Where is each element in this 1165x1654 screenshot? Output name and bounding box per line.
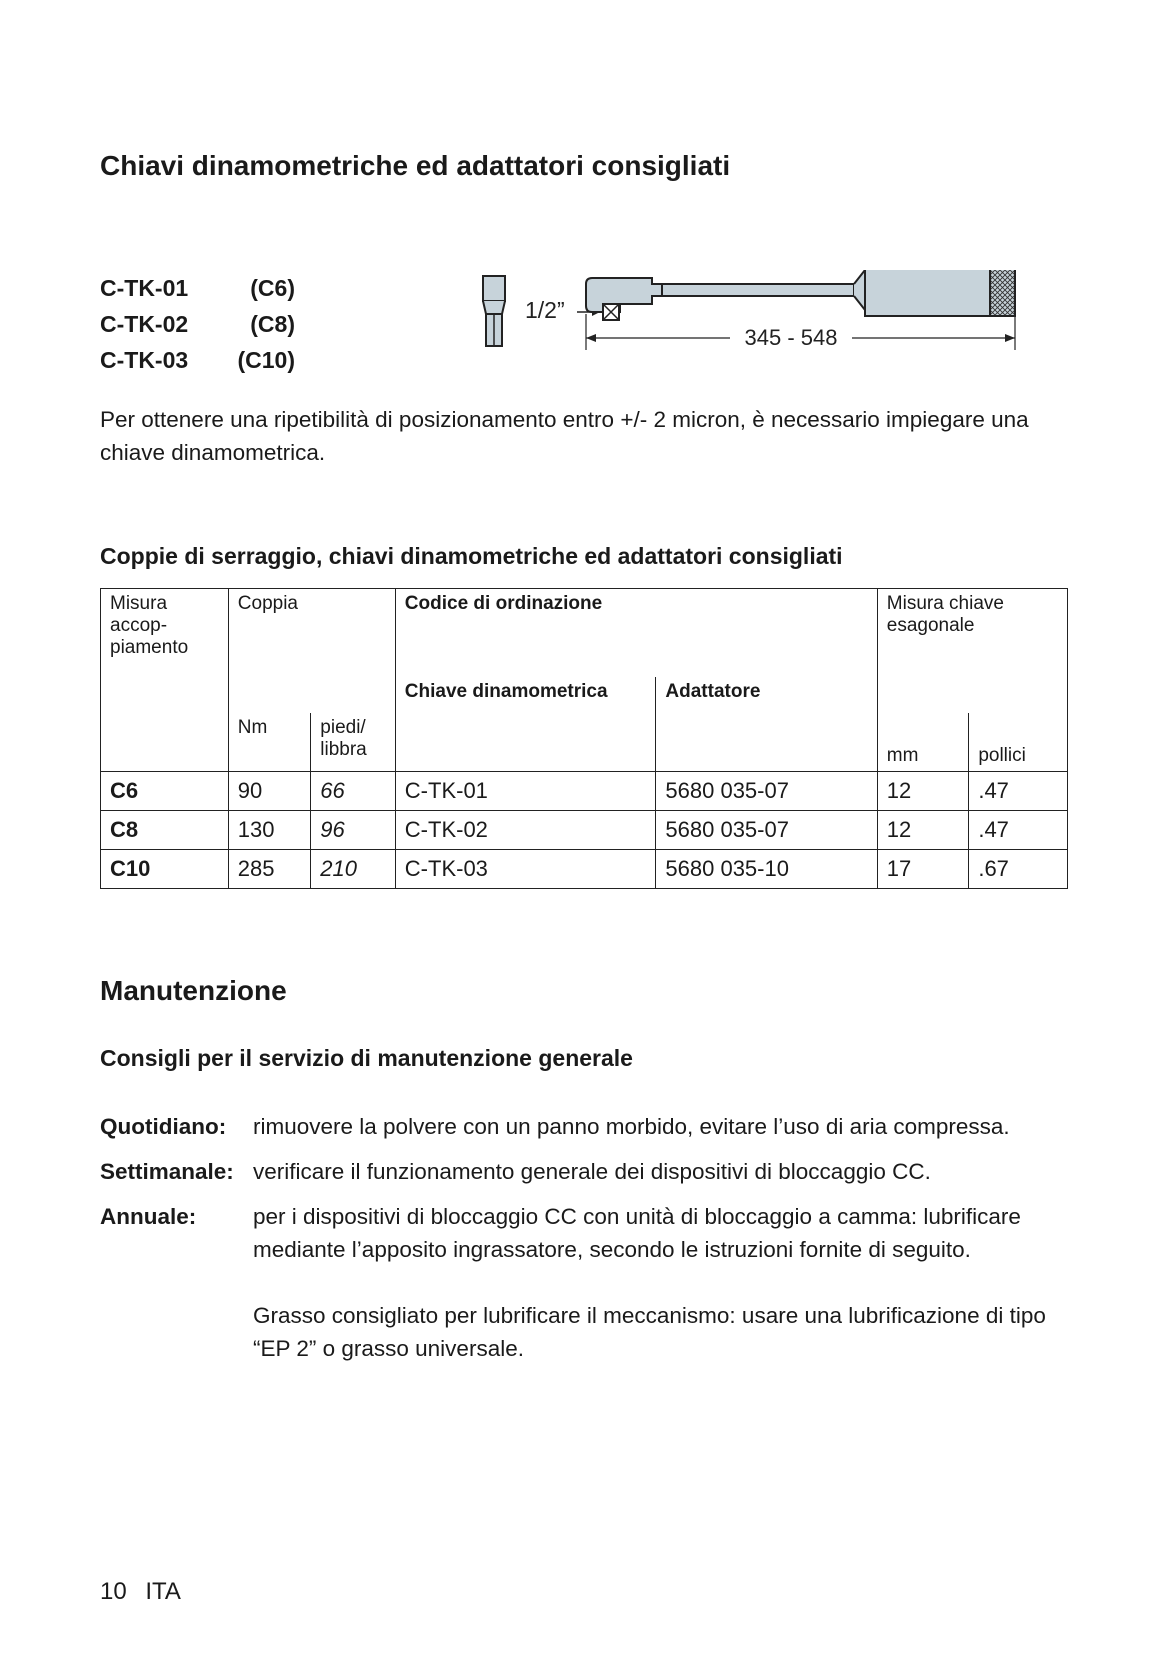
header-piedi-libbra: piedi/ libbra <box>311 713 396 772</box>
maintenance-text: verificare il funzionamento generale dei dispositivi di bloccaggio CC. <box>253 1159 931 1184</box>
cell-wrench: C-TK-02 <box>395 811 656 850</box>
maintenance-label: Annuale: <box>100 1204 197 1229</box>
cell-inch: .47 <box>969 772 1068 811</box>
code-label: C-TK-03 <box>100 347 189 373</box>
maintenance-label: Settimanale: <box>100 1159 234 1184</box>
maintenance-list <box>100 1110 1060 1377</box>
torque-wrench-diagram <box>470 270 1060 360</box>
cell-nm: 285 <box>228 850 311 889</box>
code-row <box>100 342 295 378</box>
table-row <box>101 772 1068 811</box>
cell-adapter: 5680 035-07 <box>656 811 877 850</box>
code-size: (C8) <box>250 311 295 337</box>
code-size: (C6) <box>250 275 295 301</box>
header-chiave-dinamometrica: Chiave dinamometrica <box>395 677 656 772</box>
torque-table <box>100 588 1068 889</box>
cell-wrench: C-TK-03 <box>395 850 656 889</box>
maintenance-text <box>253 1200 1060 1365</box>
cell-size: C8 <box>101 811 229 850</box>
cell-adapter: 5680 035-07 <box>656 772 877 811</box>
maintenance-text-annual: per i dispositivi di bloccaggio CC con unità di bloccaggio a camma: lubrificare mediante l’apposito ingrassatore, secondo le istruzioni fornite di seguito. <box>253 1204 1021 1262</box>
maintenance-subtitle: Consigli per il servizio di manutenzione generale <box>100 1045 633 1071</box>
dimension-arrow-right <box>1005 334 1015 342</box>
wrench-drawing <box>586 270 1015 320</box>
length-label: 345 - 548 <box>744 325 838 350</box>
maintenance-label: Quotidiano: <box>100 1114 227 1139</box>
header-codice: Codice di ordinazione <box>395 589 877 678</box>
header-coppia: Coppia <box>228 589 395 678</box>
cell-nm: 90 <box>228 772 311 811</box>
maintenance-item <box>100 1200 1060 1365</box>
adapter-socket-drawing <box>483 276 505 346</box>
table-row <box>101 811 1068 850</box>
maintenance-item <box>100 1155 1060 1188</box>
grease-note: Grasso consigliato per lubrificare il meccanismo: usare una lubrificazione di tipo “EP 2” o grasso universale. <box>253 1303 1046 1361</box>
cell-size: C6 <box>101 772 229 811</box>
table-title: Coppie di serraggio, chiavi dinamometriche ed adattatori consigliati <box>100 543 843 569</box>
cell-mm: 12 <box>877 811 969 850</box>
cell-ft-lb: 66 <box>311 772 396 811</box>
dimension-arrow-left <box>586 334 596 342</box>
header-mm: mm <box>877 713 969 772</box>
language-label: ITA <box>145 1578 181 1605</box>
table-row <box>101 850 1068 889</box>
code-row <box>100 306 295 342</box>
cell-mm: 12 <box>877 772 969 811</box>
header-adattatore: Adattatore <box>656 677 877 772</box>
cell-inch: .47 <box>969 811 1068 850</box>
wrench-code-list <box>100 270 295 378</box>
header-nm: Nm <box>228 713 311 772</box>
page-number: 10 <box>100 1578 127 1605</box>
cell-wrench: C-TK-01 <box>395 772 656 811</box>
cell-inch: .67 <box>969 850 1068 889</box>
header-misura: Misura accop-piamento <box>101 589 229 772</box>
page-title: Chiavi dinamometriche ed adattatori consigliati <box>100 150 731 181</box>
header-pollici: pollici <box>969 713 1068 772</box>
maintenance-title: Manutenzione <box>100 975 287 1006</box>
cell-nm: 130 <box>228 811 311 850</box>
code-label: C-TK-01 <box>100 275 189 301</box>
cell-adapter: 5680 035-10 <box>656 850 877 889</box>
page-footer <box>100 1578 193 1606</box>
maintenance-text: rimuovere la polvere con un panno morbido, evitare l’uso di aria compressa. <box>253 1114 1010 1139</box>
cell-size: C10 <box>101 850 229 889</box>
code-size: (C10) <box>237 347 295 373</box>
header-chiave-esagonale: Misura chiave esagonale <box>877 589 1067 678</box>
cell-mm: 17 <box>877 850 969 889</box>
cell-ft-lb: 96 <box>311 811 396 850</box>
drive-size-label: 1/2” <box>525 297 565 323</box>
code-label: C-TK-02 <box>100 311 189 337</box>
intro-paragraph: Per ottenere una ripetibilità di posizionamento entro +/- 2 micron, è necessario impiegare una chiave dinamometrica. <box>100 407 1029 465</box>
code-row <box>100 270 295 306</box>
maintenance-item <box>100 1110 1060 1143</box>
cell-ft-lb: 210 <box>311 850 396 889</box>
